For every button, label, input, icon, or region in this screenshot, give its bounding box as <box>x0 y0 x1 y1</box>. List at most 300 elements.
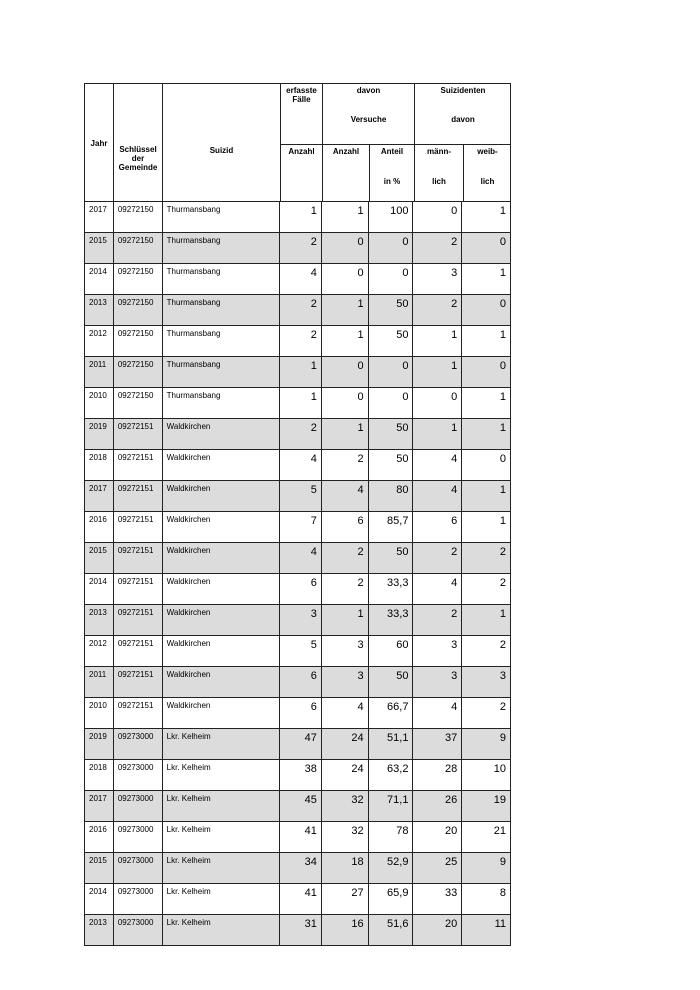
share-cell-value: 0 <box>402 236 409 248</box>
cases-cell <box>280 791 322 821</box>
table-row <box>84 264 511 295</box>
male-cell <box>413 295 462 325</box>
key-cell-value: 09272151 <box>117 546 154 555</box>
female-cell-value: 8 <box>499 887 506 899</box>
municipality-cell-value: Thurmansbang <box>166 236 221 245</box>
male-cell-value: 26 <box>444 794 458 806</box>
share-cell-value: 63,2 <box>387 763 409 775</box>
key-cell <box>114 605 163 635</box>
cases-cell <box>280 822 322 852</box>
municipality-cell-value: Waldkirchen <box>166 701 211 710</box>
key-cell <box>114 450 163 480</box>
cases-cell-value: 6 <box>310 670 317 682</box>
male-cell-value: 4 <box>451 484 458 496</box>
key-cell <box>114 791 163 821</box>
key-cell-value: 09273000 <box>117 887 154 896</box>
year-cell <box>85 202 114 232</box>
cases-cell <box>280 264 322 294</box>
table-body <box>84 202 511 946</box>
key-cell <box>114 388 163 418</box>
table-header <box>84 83 511 202</box>
municipality-cell-value: Thurmansbang <box>166 329 221 338</box>
female-cell <box>462 512 510 542</box>
key-cell-value: 09272151 <box>117 453 154 462</box>
key-cell <box>114 264 163 294</box>
female-cell <box>462 729 510 759</box>
year-cell-value: 2011 <box>89 670 107 679</box>
municipality-cell <box>163 419 280 449</box>
municipality-cell <box>163 233 280 263</box>
female-cell <box>462 698 510 728</box>
key-cell <box>114 853 163 883</box>
key-cell-value: 09272151 <box>117 701 154 710</box>
female-cell-value: 0 <box>499 236 506 248</box>
female-cell-value: 9 <box>499 732 506 744</box>
year-cell <box>85 233 114 263</box>
municipality-cell-value: Lkr. Kelheim <box>166 918 211 927</box>
cases-cell <box>280 729 322 759</box>
attempts-cell-value: 2 <box>357 453 364 465</box>
municipality-cell <box>163 729 280 759</box>
share-cell <box>369 388 414 418</box>
share-cell-value: 71,1 <box>387 794 409 806</box>
male-cell <box>413 915 462 945</box>
male-cell-value: 1 <box>451 422 458 434</box>
year-cell-value: 2017 <box>89 484 107 493</box>
cases-cell <box>280 853 322 883</box>
attempts-cell-value: 1 <box>357 422 364 434</box>
attempts-cell <box>322 605 369 635</box>
cases-cell <box>280 326 322 356</box>
share-cell <box>369 605 414 635</box>
cases-cell-value: 2 <box>310 422 317 434</box>
cases-cell <box>280 605 322 635</box>
cases-cell <box>280 884 322 914</box>
header-maennlich-1: männ- <box>427 147 451 156</box>
male-cell-value: 1 <box>451 360 458 372</box>
municipality-cell <box>163 636 280 666</box>
share-cell-value: 51,6 <box>387 918 409 930</box>
attempts-cell <box>322 729 369 759</box>
table-row <box>84 760 511 791</box>
male-cell-value: 2 <box>451 546 458 558</box>
attempts-cell-value: 32 <box>351 825 364 837</box>
share-cell-value: 65,9 <box>387 887 409 899</box>
attempts-cell <box>322 884 369 914</box>
attempts-cell-value: 32 <box>351 794 364 806</box>
municipality-cell <box>163 264 280 294</box>
female-cell <box>462 326 510 356</box>
key-cell-value: 09272150 <box>117 236 154 245</box>
female-cell <box>462 450 510 480</box>
municipality-cell-value: Waldkirchen <box>166 670 211 679</box>
header-anzahl-versuche: Anzahl <box>332 147 360 156</box>
male-cell-value: 2 <box>451 236 458 248</box>
attempts-cell-value: 6 <box>357 515 364 527</box>
cases-cell <box>280 760 322 790</box>
key-cell <box>114 295 163 325</box>
cases-cell <box>280 543 322 573</box>
year-cell <box>85 326 114 356</box>
female-cell-value: 1 <box>499 205 506 217</box>
key-cell-value: 09272151 <box>117 608 154 617</box>
attempts-cell-value: 1 <box>357 329 364 341</box>
male-cell <box>413 698 462 728</box>
share-cell <box>369 481 414 511</box>
year-cell <box>85 636 114 666</box>
male-cell-value: 3 <box>451 639 458 651</box>
female-cell-value: 1 <box>499 484 506 496</box>
female-cell <box>462 419 510 449</box>
male-cell-value: 28 <box>444 763 458 775</box>
female-cell-value: 9 <box>499 856 506 868</box>
attempts-cell <box>322 574 369 604</box>
male-cell <box>413 822 462 852</box>
year-cell <box>85 295 114 325</box>
municipality-cell <box>163 915 280 945</box>
share-cell <box>369 667 414 697</box>
attempts-cell <box>322 481 369 511</box>
key-cell <box>114 512 163 542</box>
municipality-cell <box>163 481 280 511</box>
header-schluessel: Schlüssel der Gemeinde <box>118 145 158 172</box>
year-cell-value: 2010 <box>89 701 107 710</box>
cases-cell-value: 4 <box>310 453 317 465</box>
key-cell-value: 09272151 <box>117 639 154 648</box>
attempts-cell-value: 1 <box>357 298 364 310</box>
key-cell <box>114 481 163 511</box>
header-weiblich-1: weib- <box>477 147 498 156</box>
table-row <box>84 233 511 264</box>
municipality-cell <box>163 357 280 387</box>
share-cell <box>369 202 414 232</box>
attempts-cell <box>322 419 369 449</box>
municipality-cell-value: Lkr. Kelheim <box>166 763 211 772</box>
male-cell-value: 6 <box>451 515 458 527</box>
year-cell-value: 2018 <box>89 763 107 772</box>
male-cell <box>413 233 462 263</box>
attempts-cell <box>322 915 369 945</box>
attempts-cell <box>322 822 369 852</box>
female-cell <box>462 667 510 697</box>
share-cell-value: 0 <box>402 360 409 372</box>
year-cell <box>85 450 114 480</box>
header-anzahl-faelle: Anzahl <box>288 147 315 156</box>
key-cell <box>114 543 163 573</box>
key-cell-value: 09273000 <box>117 763 154 772</box>
municipality-cell <box>163 574 280 604</box>
municipality-cell-value: Waldkirchen <box>166 546 211 555</box>
year-cell <box>85 481 114 511</box>
year-cell-value: 2014 <box>89 577 107 586</box>
male-cell-value: 37 <box>444 732 458 744</box>
attempts-cell-value: 18 <box>351 856 364 868</box>
key-cell <box>114 202 163 232</box>
table-row <box>84 450 511 481</box>
header-suizid: Suizid <box>209 146 234 155</box>
municipality-cell <box>163 295 280 325</box>
cases-cell-value: 31 <box>304 918 317 930</box>
key-cell-value: 09273000 <box>117 825 154 834</box>
header-anteil: Anteil <box>380 147 404 156</box>
key-cell <box>114 698 163 728</box>
municipality-cell-value: Waldkirchen <box>166 515 211 524</box>
female-cell <box>462 822 510 852</box>
table-row <box>84 729 511 760</box>
male-cell-value: 3 <box>451 670 458 682</box>
share-cell <box>369 760 414 790</box>
key-cell-value: 09272151 <box>117 484 154 493</box>
year-cell <box>85 264 114 294</box>
key-cell-value: 09272151 <box>117 577 154 586</box>
municipality-cell <box>163 202 280 232</box>
male-cell <box>413 543 462 573</box>
year-cell-value: 2015 <box>89 856 107 865</box>
table-row <box>84 915 511 946</box>
year-cell-value: 2013 <box>89 918 107 927</box>
year-cell <box>85 760 114 790</box>
share-cell <box>369 884 414 914</box>
attempts-cell-value: 1 <box>357 205 364 217</box>
share-cell <box>369 295 414 325</box>
municipality-cell-value: Thurmansbang <box>166 360 221 369</box>
year-cell <box>85 543 114 573</box>
male-cell <box>413 729 462 759</box>
female-cell <box>462 481 510 511</box>
header-davon-2: davon <box>451 115 475 124</box>
attempts-cell <box>322 512 369 542</box>
key-cell-value: 09272151 <box>117 422 154 431</box>
share-cell-value: 50 <box>396 670 409 682</box>
male-cell <box>413 636 462 666</box>
attempts-cell-value: 3 <box>357 639 364 651</box>
female-cell-value: 1 <box>499 422 506 434</box>
year-cell-value: 2012 <box>89 639 107 648</box>
statistics-table <box>84 83 511 946</box>
female-cell-value: 1 <box>499 391 506 403</box>
female-cell-value: 10 <box>493 763 506 775</box>
male-cell-value: 33 <box>444 887 458 899</box>
female-cell <box>462 574 510 604</box>
year-cell-value: 2013 <box>89 298 107 307</box>
attempts-cell-value: 16 <box>351 918 364 930</box>
share-cell-value: 60 <box>396 639 409 651</box>
attempts-cell-value: 0 <box>357 391 364 403</box>
municipality-cell-value: Thurmansbang <box>166 205 221 214</box>
table-row <box>84 574 511 605</box>
share-cell-value: 50 <box>396 298 409 310</box>
cases-cell <box>280 233 322 263</box>
female-cell-value: 1 <box>499 267 506 279</box>
table-row <box>84 481 511 512</box>
share-cell <box>369 512 414 542</box>
female-cell-value: 2 <box>499 577 506 589</box>
key-cell <box>114 636 163 666</box>
municipality-cell <box>163 822 280 852</box>
year-cell <box>85 822 114 852</box>
attempts-cell-value: 0 <box>357 360 364 372</box>
cases-cell-value: 6 <box>310 577 317 589</box>
cases-cell-value: 1 <box>310 205 317 217</box>
attempts-cell <box>322 667 369 697</box>
table-row <box>84 791 511 822</box>
male-cell <box>413 574 462 604</box>
year-cell-value: 2019 <box>89 732 107 741</box>
key-cell-value: 09272150 <box>117 298 154 307</box>
cases-cell-value: 4 <box>310 546 317 558</box>
key-cell-value: 09272150 <box>117 391 154 400</box>
year-cell-value: 2019 <box>89 422 107 431</box>
female-cell <box>462 791 510 821</box>
share-cell <box>369 729 414 759</box>
key-cell-value: 09273000 <box>117 732 154 741</box>
municipality-cell-value: Lkr. Kelheim <box>166 732 211 741</box>
key-cell-value: 09272150 <box>117 360 154 369</box>
female-cell <box>462 202 510 232</box>
attempts-cell <box>322 791 369 821</box>
male-cell-value: 4 <box>451 701 458 713</box>
municipality-cell-value: Lkr. Kelheim <box>166 887 211 896</box>
table-row <box>84 636 511 667</box>
male-cell-value: 2 <box>451 608 458 620</box>
cases-cell <box>280 512 322 542</box>
female-cell-value: 2 <box>499 546 506 558</box>
cases-cell-value: 2 <box>310 329 317 341</box>
attempts-cell <box>322 264 369 294</box>
municipality-cell <box>163 698 280 728</box>
male-cell <box>413 853 462 883</box>
male-cell-value: 4 <box>451 453 458 465</box>
year-cell <box>85 667 114 697</box>
table-row <box>84 419 511 450</box>
municipality-cell <box>163 884 280 914</box>
cases-cell <box>280 388 322 418</box>
female-cell-value: 0 <box>499 453 506 465</box>
attempts-cell-value: 27 <box>351 887 364 899</box>
share-cell-value: 33,3 <box>387 608 409 620</box>
share-cell <box>369 419 414 449</box>
table-row <box>84 543 511 574</box>
key-cell <box>114 326 163 356</box>
key-cell-value: 09272150 <box>117 329 154 338</box>
female-cell-value: 1 <box>499 515 506 527</box>
male-cell-value: 20 <box>444 918 458 930</box>
header-davon: davon <box>356 86 381 95</box>
cases-cell <box>280 667 322 697</box>
header-versuche: Versuche <box>350 115 387 124</box>
year-cell-value: 2014 <box>89 267 107 276</box>
year-cell <box>85 357 114 387</box>
table-row <box>84 853 511 884</box>
cases-cell-value: 1 <box>310 391 317 403</box>
share-cell-value: 50 <box>396 546 409 558</box>
female-cell-value: 0 <box>499 360 506 372</box>
share-cell-value: 0 <box>402 267 409 279</box>
share-cell <box>369 822 414 852</box>
municipality-cell-value: Waldkirchen <box>166 484 211 493</box>
municipality-cell <box>163 543 280 573</box>
female-cell <box>462 915 510 945</box>
male-cell <box>413 760 462 790</box>
female-cell <box>462 264 510 294</box>
attempts-cell-value: 24 <box>351 763 364 775</box>
cases-cell <box>280 419 322 449</box>
attempts-cell-value: 24 <box>351 732 364 744</box>
attempts-cell-value: 1 <box>357 608 364 620</box>
year-cell-value: 2018 <box>89 453 107 462</box>
year-cell <box>85 791 114 821</box>
key-cell <box>114 884 163 914</box>
cases-cell-value: 41 <box>304 887 317 899</box>
cases-cell <box>280 574 322 604</box>
female-cell <box>462 636 510 666</box>
year-cell <box>85 853 114 883</box>
header-jahr: Jahr <box>90 139 108 148</box>
table-row <box>84 698 511 729</box>
cases-cell <box>280 481 322 511</box>
male-cell <box>413 481 462 511</box>
male-cell <box>413 450 462 480</box>
key-cell <box>114 915 163 945</box>
female-cell-value: 19 <box>493 794 506 806</box>
year-cell-value: 2017 <box>89 794 107 803</box>
table-row <box>84 822 511 853</box>
attempts-cell-value: 4 <box>357 701 364 713</box>
female-cell <box>462 543 510 573</box>
cases-cell <box>280 357 322 387</box>
male-cell <box>413 884 462 914</box>
cases-cell-value: 38 <box>304 763 317 775</box>
male-cell <box>413 388 462 418</box>
table-row <box>84 357 511 388</box>
municipality-cell-value: Thurmansbang <box>166 267 221 276</box>
attempts-cell-value: 3 <box>357 670 364 682</box>
female-cell-value: 21 <box>493 825 506 837</box>
municipality-cell <box>163 605 280 635</box>
share-cell-value: 50 <box>396 422 409 434</box>
share-cell-value: 85,7 <box>387 515 409 527</box>
female-cell <box>462 357 510 387</box>
male-cell-value: 1 <box>451 329 458 341</box>
share-cell-value: 66,7 <box>387 701 409 713</box>
share-cell <box>369 543 414 573</box>
female-cell-value: 3 <box>499 670 506 682</box>
municipality-cell-value: Waldkirchen <box>166 453 211 462</box>
share-cell-value: 78 <box>396 825 409 837</box>
attempts-cell <box>322 636 369 666</box>
cases-cell <box>280 698 322 728</box>
key-cell <box>114 233 163 263</box>
municipality-cell <box>163 326 280 356</box>
cases-cell <box>280 202 322 232</box>
male-cell-value: 4 <box>451 577 458 589</box>
attempts-cell <box>322 450 369 480</box>
share-cell <box>369 853 414 883</box>
key-cell <box>114 729 163 759</box>
share-cell-value: 0 <box>402 391 409 403</box>
cases-cell-value: 5 <box>310 639 317 651</box>
male-cell <box>413 326 462 356</box>
header-in-prozent: in % <box>383 177 401 186</box>
header-weiblich-2: lich <box>480 177 495 186</box>
municipality-cell <box>163 791 280 821</box>
municipality-cell <box>163 667 280 697</box>
share-cell-value: 50 <box>396 329 409 341</box>
male-cell <box>413 264 462 294</box>
key-cell-value: 09272151 <box>117 515 154 524</box>
male-cell <box>413 202 462 232</box>
year-cell <box>85 698 114 728</box>
